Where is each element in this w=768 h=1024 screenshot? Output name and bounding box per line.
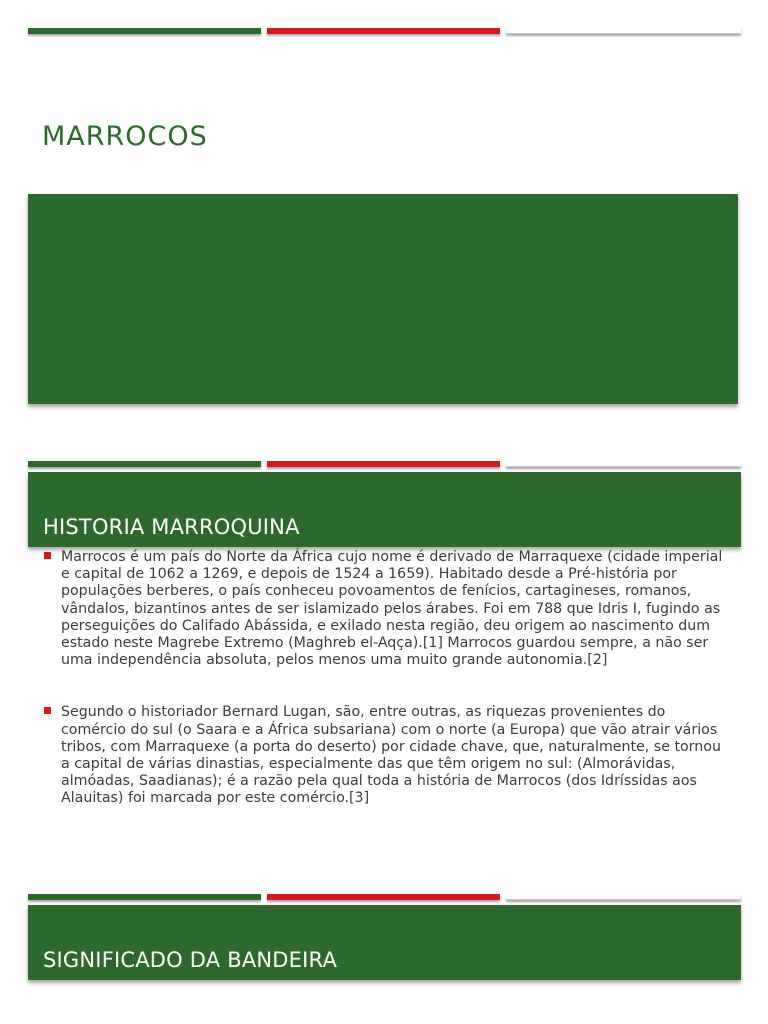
green-stripe bbox=[28, 894, 261, 900]
tricolor-bar bbox=[28, 894, 741, 902]
paragraph-text: Segundo o historiador Bernard Lugan, são, entre outras, as riquezas provenientes do comércio do sul (o Saara e a África subsariana) com o norte (a Europa) que vão atrair vários tribos, com Marraquexe (a porta do deserto) por cidade chave, que, naturalmente, se tornou a capital de várias dinastias, especialmente das que têm origem no sul: (Almorávidas, almóadas, Saadianas); é a razão pela qual toda a história de Marrocos (dos Idríssidas aos Alauitas) foi marcada por este comércio.[3] bbox=[61, 704, 721, 807]
section-header-band bbox=[28, 905, 741, 980]
red-stripe bbox=[267, 28, 500, 34]
white-stripe bbox=[506, 28, 741, 34]
tricolor-bar bbox=[28, 28, 741, 36]
section-title: SIGNIFICADO DA BANDEIRA bbox=[43, 948, 338, 972]
red-stripe bbox=[267, 894, 500, 900]
bullet-square-icon bbox=[44, 707, 51, 714]
bullet-square-icon bbox=[44, 552, 51, 559]
slide-title: MARROCOS bbox=[42, 121, 208, 152]
section-header-band bbox=[28, 472, 741, 547]
list-item bbox=[42, 549, 732, 669]
tricolor-bar bbox=[28, 461, 741, 469]
green-stripe bbox=[28, 28, 261, 34]
white-stripe bbox=[506, 894, 741, 900]
bullet-list bbox=[42, 549, 732, 843]
red-stripe bbox=[267, 461, 500, 467]
white-stripe bbox=[506, 461, 741, 467]
paragraph-text: Marrocos é um país do Norte da África cujo nome é derivado de Marraquexe (cidade imperial e capital de 1062 a 1269, e depois de 1524 a 1659). Habitado desde a Pré-história por populações berberes, o país conheceu povoamentos de fenícios, cartagineses, romanos, vândalos, bizantinos antes de ser islamizado pelos árabes. Foi em 788 que Idris I, fugindo as perseguições do Califado Abássida, e exilado nesta região, deu origem ao nascimento dum estado neste Magrebe Extremo (Maghreb el-Aqça).[1] Marrocos guardou sempre, a não ser uma independência absoluta, pelos menos uma muito grande autonomia.[2] bbox=[61, 549, 723, 669]
green-stripe bbox=[28, 461, 261, 467]
list-item bbox=[42, 704, 732, 807]
section-title: HISTORIA MARROQUINA bbox=[43, 515, 300, 539]
green-content-block bbox=[28, 194, 738, 404]
